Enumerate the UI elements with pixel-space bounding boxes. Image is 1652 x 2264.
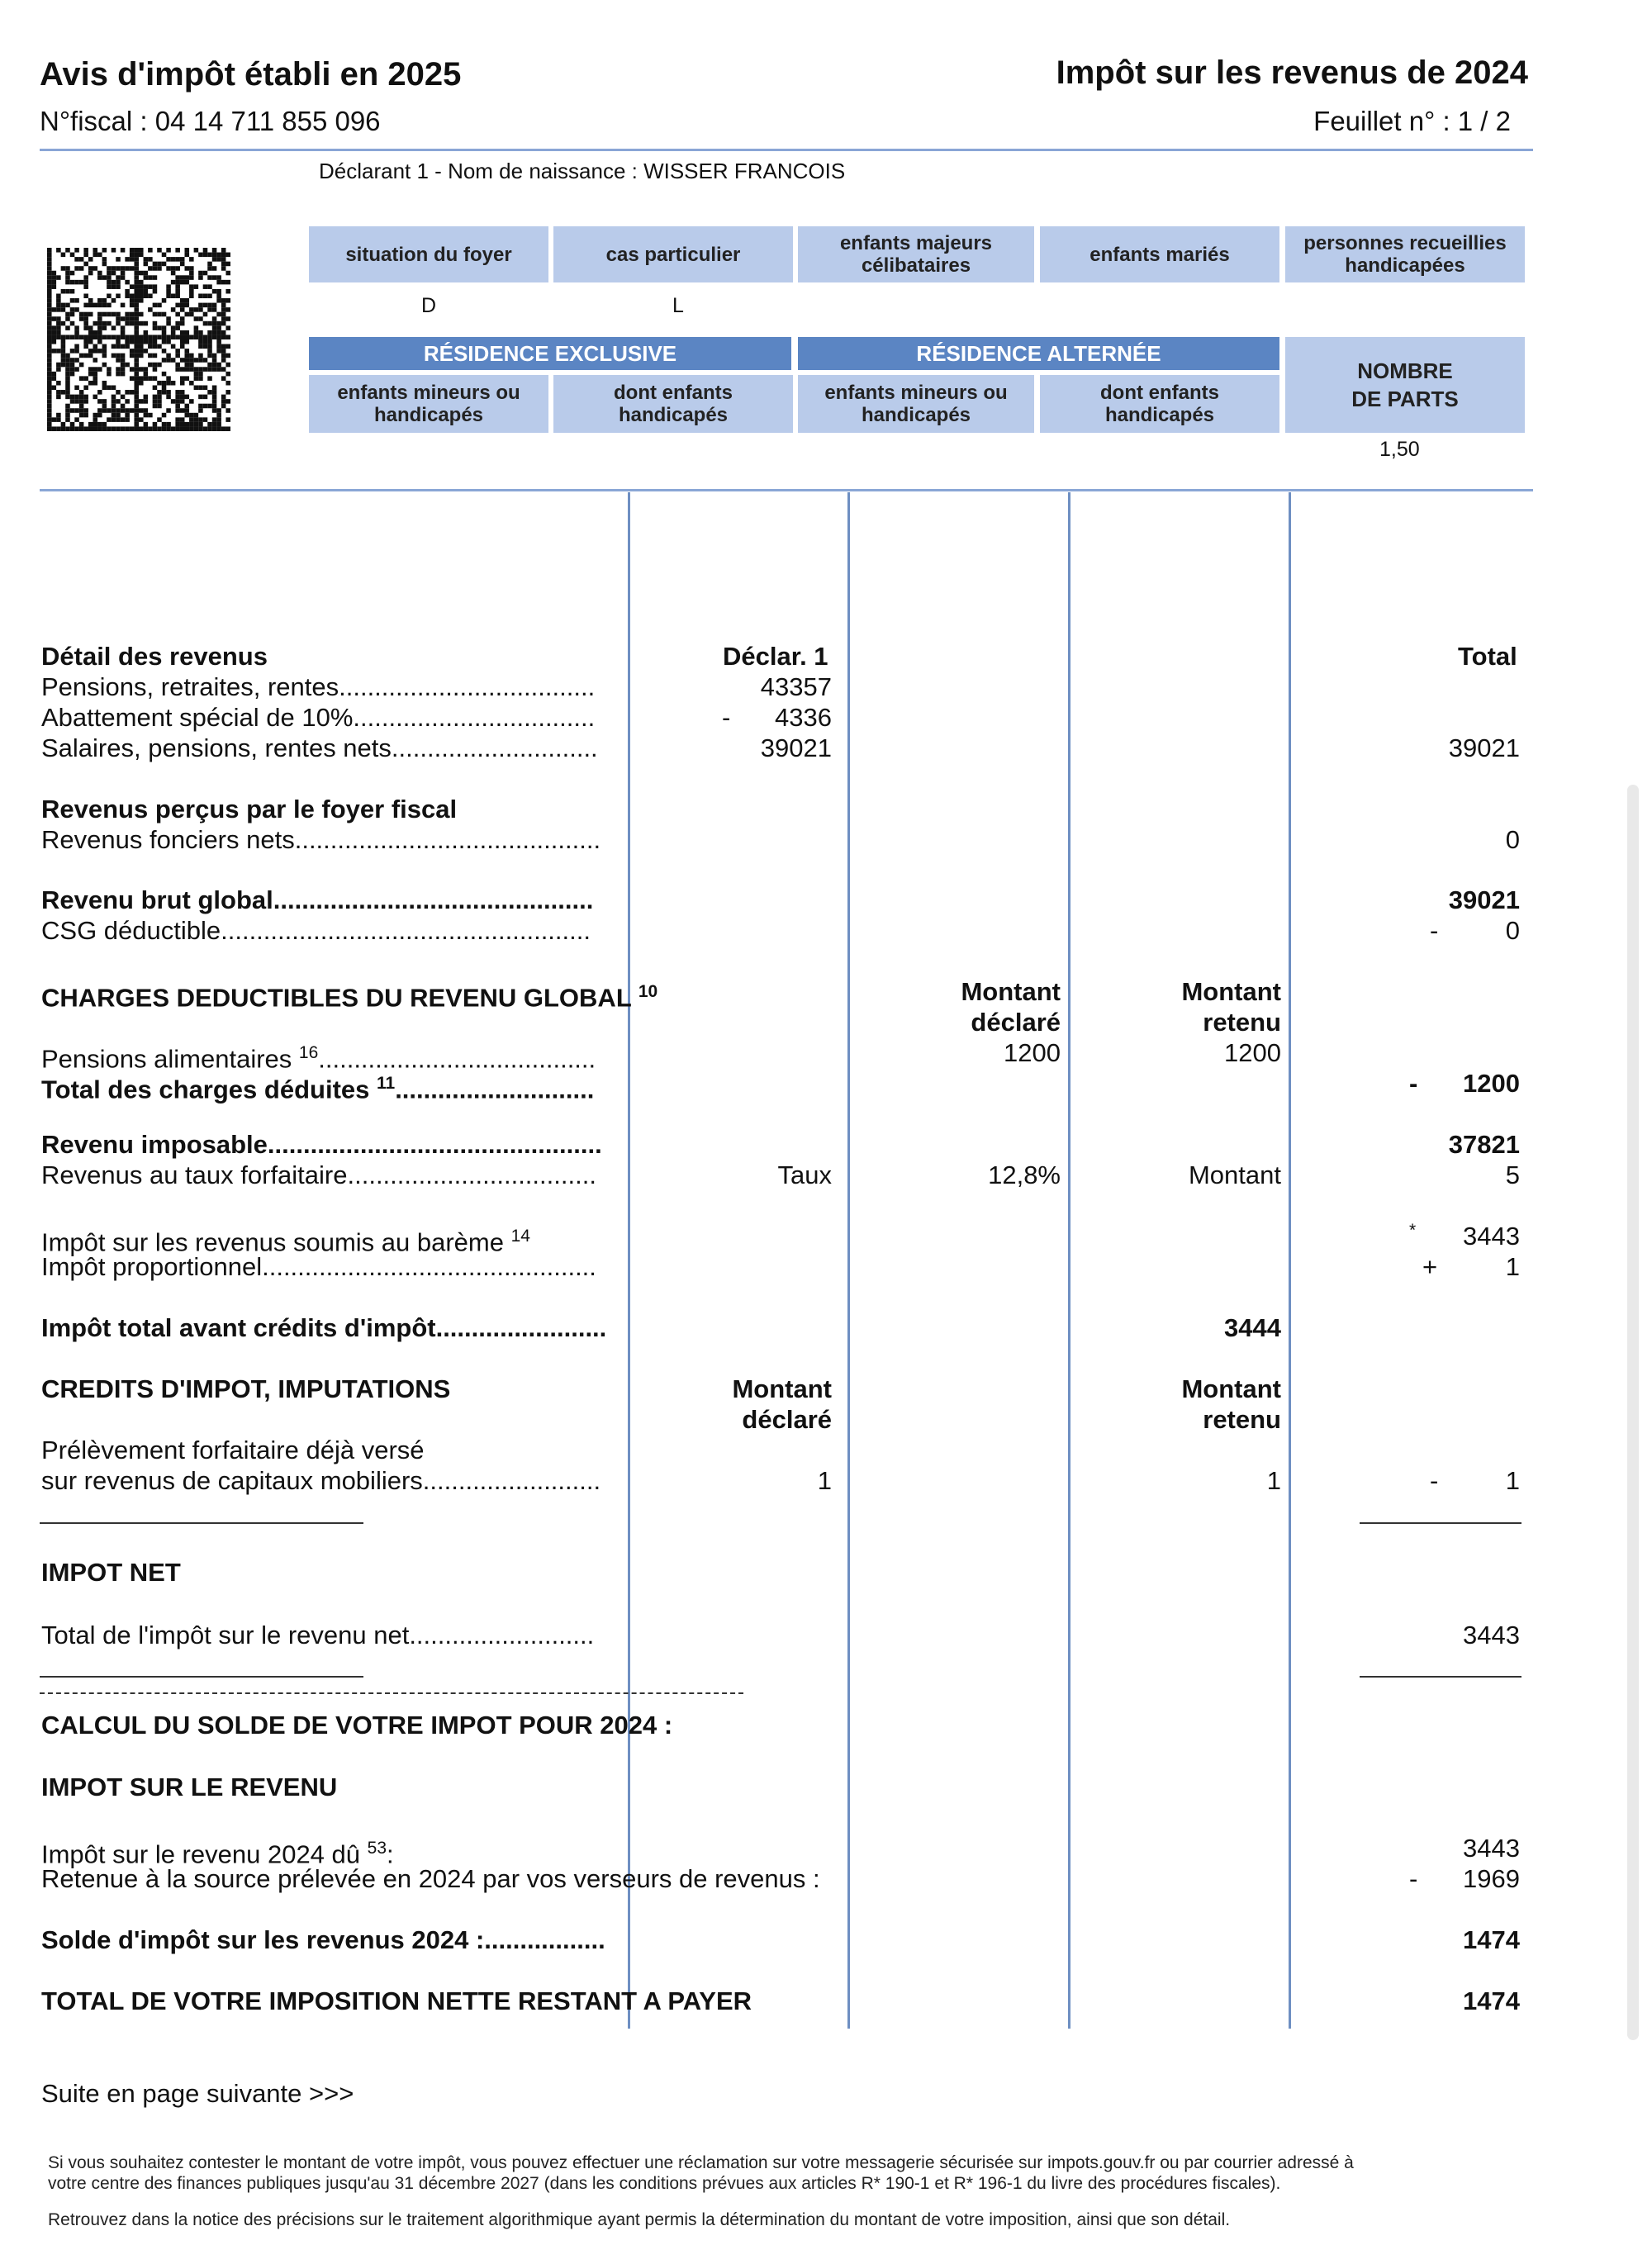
- nombre-de-parts-label: NOMBRE DE PARTS: [1351, 358, 1459, 411]
- total-charges-sign: -: [1409, 1069, 1418, 1098]
- separator-left: [40, 1522, 363, 1524]
- prelevement-total: 1: [1505, 1466, 1520, 1495]
- prelevement-sign: -: [1430, 1466, 1439, 1495]
- parts-value: 1,50: [1379, 438, 1420, 461]
- total-charges-text: Total des charges déduites: [41, 1075, 377, 1104]
- credits-montant-declare-2: déclaré: [742, 1405, 832, 1434]
- fonciers-label: Revenus fonciers nets...........................................: [41, 825, 601, 854]
- salaires-value: 39021: [760, 733, 832, 762]
- separator-left: [40, 1676, 363, 1678]
- credits-montant-retenu-1: Montant: [1181, 1374, 1281, 1403]
- solde-value: 1474: [1463, 1925, 1520, 1954]
- proportionnel-sign: +: [1422, 1252, 1438, 1281]
- prelevement-label-2: sur revenus de capitaux mobiliers.........................: [41, 1466, 601, 1495]
- residence-alternee-header: RÉSIDENCE ALTERNÉE: [798, 337, 1279, 370]
- total-avant-credits-value: 3444: [1224, 1313, 1281, 1342]
- brut-global-label: Revenu brut global.............................................: [41, 885, 594, 914]
- abattement-sign: -: [722, 703, 731, 732]
- personnes-recueillies-label: personnes recueillies handicapées: [1303, 232, 1507, 277]
- prelevement-declare: 1: [817, 1466, 832, 1495]
- revenus-foyer-title: Revenus perçus par le foyer fiscal: [41, 795, 458, 823]
- col-enfants-mineurs-exclusive: [309, 375, 548, 433]
- charges-title-text: CHARGES DEDUCTIBLES DU REVENU GLOBAL: [41, 983, 638, 1013]
- column-divider: [1068, 492, 1070, 2029]
- charges-montant-declare-1: Montant: [961, 977, 1061, 1006]
- taux-forfaitaire-label: Revenus au taux forfaitaire...................................: [41, 1160, 596, 1189]
- total-header: Total: [1458, 642, 1517, 671]
- solde-label: Solde d'impôt sur les revenus 2024 :.................: [41, 1925, 605, 1954]
- retenue-sign: -: [1409, 1864, 1418, 1893]
- situation-value: D: [421, 294, 437, 317]
- taux-forfaitaire-value: 5: [1505, 1160, 1520, 1189]
- header-rule: [40, 149, 1533, 151]
- pensions-alim-retenu: 1200: [1224, 1038, 1281, 1067]
- credits-montant-declare-1: Montant: [732, 1374, 832, 1403]
- solde-title: CALCUL DU SOLDE DE VOTRE IMPOT POUR 2024 :: [41, 1711, 673, 1740]
- salaires-label: Salaires, pensions, rentes nets.............................: [41, 733, 598, 762]
- total-charges-value: 1200: [1463, 1069, 1520, 1098]
- contest-text-2: votre centre des finances publiques jusqu'au 31 décembre 2027 (dans les conditions prévues aux articles R* 190-1 et R* 196-1 du livre des procédures fiscales).: [48, 2174, 1281, 2193]
- col-dont-enfants-exclusive: [553, 375, 793, 433]
- taux-value: 12,8%: [988, 1160, 1061, 1189]
- detail-revenus-title: Détail des revenus: [41, 642, 268, 671]
- taux-label: Taux: [777, 1160, 832, 1189]
- col-enfants-maries: enfants mariés: [1040, 226, 1279, 282]
- pensions-alim-declare: 1200: [1004, 1038, 1061, 1067]
- impot-du-value: 3443: [1463, 1834, 1520, 1863]
- total-charges-dots: ............................: [395, 1075, 595, 1104]
- csg-total: 0: [1505, 916, 1520, 945]
- prelevement-label-1: Prélèvement forfaitaire déjà versé: [41, 1436, 425, 1464]
- declarant-name: Déclarant 1 - Nom de naissance : WISSER FRANCOIS: [319, 159, 846, 183]
- impot-net-label: Total de l'impôt sur le revenu net..........................: [41, 1621, 595, 1649]
- col-situation-foyer: situation du foyer: [309, 226, 548, 282]
- pensions-alim-text: Pensions alimentaires: [41, 1044, 299, 1074]
- col-enfants-mineurs-alternee: [798, 375, 1034, 433]
- impot-du-text: Impôt sur le revenu 2024 dû: [41, 1839, 368, 1869]
- column-divider: [628, 492, 630, 2029]
- abattement-label: Abattement spécial de 10%..................................: [41, 703, 596, 732]
- total-charges-note: 11: [376, 1074, 396, 1093]
- bareme-mark: *: [1409, 1221, 1417, 1240]
- revenu-imposable-label: Revenu imposable...............................................: [41, 1130, 602, 1159]
- nombre-de-parts-header: [1285, 337, 1525, 433]
- pensions-label: Pensions, retraites, rentes....................................: [41, 672, 596, 701]
- montant-label: Montant: [1188, 1160, 1281, 1189]
- total-charges-label: [41, 1069, 594, 1104]
- col-enfants-majeurs: [798, 226, 1034, 282]
- fonciers-total: 0: [1505, 825, 1520, 854]
- scrollbar[interactable]: [1627, 785, 1639, 2040]
- col-personnes-recueillies: [1285, 226, 1525, 282]
- prelevement-retenu: 1: [1266, 1466, 1281, 1495]
- salaires-total: 39021: [1448, 733, 1520, 762]
- bareme-value: 3443: [1463, 1222, 1520, 1251]
- csg-sign: -: [1430, 916, 1439, 945]
- charges-montant-declare-2: déclaré: [971, 1008, 1061, 1037]
- dont-enfants-1-label: dont enfants handicapés: [614, 382, 733, 426]
- impot-du-note: 53: [367, 1839, 387, 1858]
- declar1-header: Déclar. 1: [723, 642, 828, 671]
- bareme-text: Impôt sur les revenus soumis au barème: [41, 1227, 511, 1257]
- enfants-mineurs-2-label: enfants mineurs ou handicapés: [824, 382, 1008, 426]
- pensions-alim-dots: .......................................: [318, 1044, 596, 1074]
- column-divider: [1289, 492, 1291, 2029]
- charges-title: [41, 977, 657, 1013]
- retenue-value: 1969: [1463, 1864, 1520, 1893]
- avis-title: Avis d'impôt établi en 2025: [40, 56, 462, 93]
- separator-right: [1360, 1522, 1521, 1524]
- charges-montant-retenu-2: retenu: [1203, 1008, 1281, 1037]
- col-cas-particulier: cas particulier: [553, 226, 793, 282]
- abattement-value: 4336: [775, 703, 832, 732]
- pensions-value: 43357: [760, 672, 832, 701]
- enfants-mineurs-1-label: enfants mineurs ou handicapés: [337, 382, 520, 426]
- section-rule: [40, 489, 1533, 491]
- charges-montant-retenu-1: Montant: [1181, 977, 1281, 1006]
- credits-title: CREDITS D'IMPOT, IMPUTATIONS: [41, 1374, 451, 1403]
- charges-note: 10: [638, 982, 658, 1001]
- brut-global-total: 39021: [1448, 885, 1520, 914]
- dont-enfants-2-label: dont enfants handicapés: [1100, 382, 1219, 426]
- bareme-note: 14: [510, 1227, 530, 1246]
- column-divider: [847, 492, 850, 2029]
- col-dont-enfants-alternee: [1040, 375, 1279, 433]
- suite-page-link: Suite en page suivante >>>: [41, 2079, 354, 2108]
- proportionnel-label: Impôt proportionnel...............................................: [41, 1252, 596, 1281]
- impot-revenu-title: IMPOT SUR LE REVENU: [41, 1773, 338, 1801]
- separator-right: [1360, 1676, 1521, 1678]
- impot-title: Impôt sur les revenus de 2024: [1056, 55, 1528, 91]
- datamatrix-code: [47, 248, 230, 431]
- dashed-separator: [40, 1692, 743, 1694]
- retenue-label: Retenue à la source prélevée en 2024 par vos verseurs de revenus :: [41, 1864, 820, 1893]
- feuillet: Feuillet n° : 1 / 2: [1313, 106, 1511, 136]
- impot-net-value: 3443: [1463, 1621, 1520, 1649]
- contest-text-1: Si vous souhaitez contester le montant de votre impôt, vous pouvez effectuer une réclamation sur votre messagerie sécurisée sur impots.gouv.fr ou par courrier adressé à: [48, 2153, 1354, 2172]
- total-avant-credits-label: Impôt total avant crédits d'impôt........................: [41, 1313, 607, 1342]
- csg-label: CSG déductible....................................................: [41, 916, 591, 945]
- revenu-imposable-value: 37821: [1448, 1130, 1520, 1159]
- numero-fiscal: N°fiscal : 04 14 711 855 096: [40, 106, 381, 136]
- pensions-alim-note: 16: [298, 1043, 319, 1062]
- total-restant-value: 1474: [1463, 1986, 1520, 2015]
- enfants-majeurs-label: enfants majeurs célibataires: [839, 232, 993, 277]
- impot-net-title: IMPOT NET: [41, 1558, 181, 1587]
- impot-du-colon: :: [387, 1839, 394, 1869]
- credits-montant-retenu-2: retenu: [1203, 1405, 1281, 1434]
- residence-exclusive-header: RÉSIDENCE EXCLUSIVE: [309, 337, 791, 370]
- total-restant-label: TOTAL DE VOTRE IMPOSITION NETTE RESTANT A PAYER: [41, 1986, 752, 2015]
- notice-text: Retrouvez dans la notice des précisions sur le traitement algorithmique ayant permis la détermination du montant de votre imposition, ainsi que son détail.: [48, 2210, 1231, 2229]
- cas-value: L: [672, 294, 684, 317]
- proportionnel-value: 1: [1505, 1252, 1520, 1281]
